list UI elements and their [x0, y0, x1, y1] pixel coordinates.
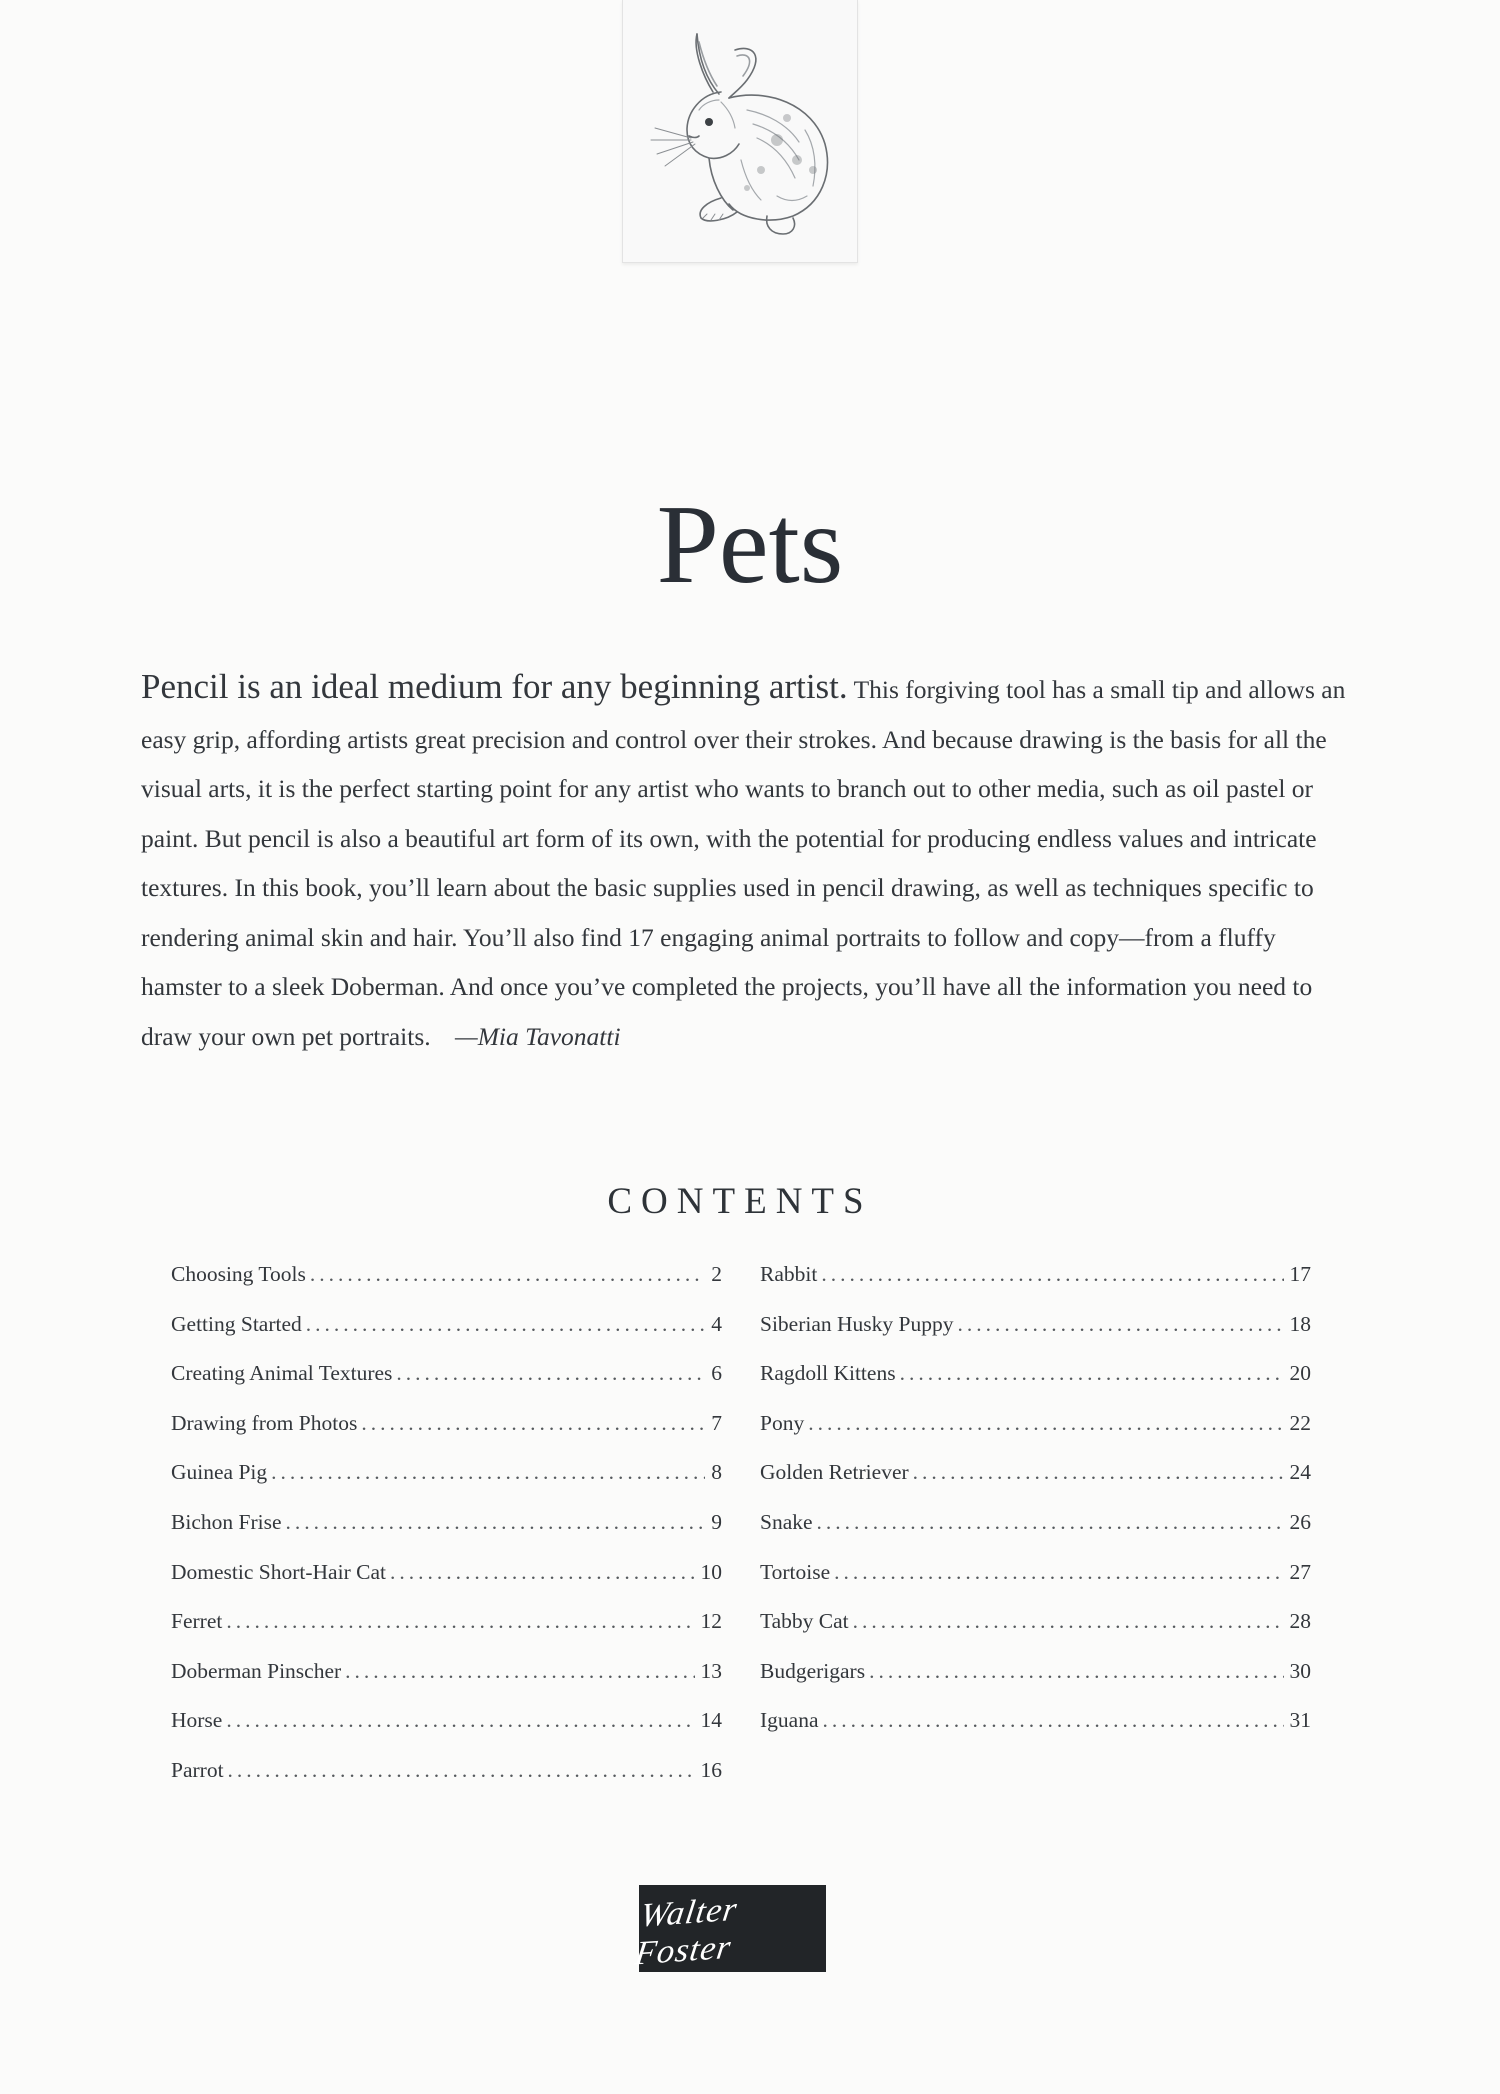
- toc-left-column: [171, 1262, 722, 1808]
- toc-entry: [760, 1460, 1311, 1510]
- toc-entry: [171, 1262, 722, 1312]
- toc-entry-title: Tortoise: [760, 1559, 831, 1584]
- toc-entry-title: Guinea Pig: [171, 1460, 268, 1485]
- toc-page-number: 22: [1289, 1410, 1311, 1435]
- toc-leader-dots: [817, 1510, 1284, 1535]
- toc-leader-dots: [900, 1361, 1284, 1386]
- toc-page-number: 24: [1289, 1460, 1311, 1485]
- toc-page-number: 6: [711, 1361, 722, 1386]
- toc-page-number: 17: [1289, 1262, 1311, 1286]
- toc-leader-dots: [821, 1262, 1283, 1287]
- toc-page-number: 10: [700, 1559, 722, 1584]
- toc-page-number: 20: [1289, 1361, 1311, 1386]
- toc-page-number: 27: [1289, 1559, 1311, 1584]
- intro-body: This forgiving tool has a small tip and allows an easy grip, affording artists great precision and control over their strokes. And because drawing is the basis for all the visual arts, it is the perfect starting point for any artist who wants to branch out to other media, such as oil pastel or paint. But pencil is also a beautiful art form of its own, with the potential for producing endless values and intricate textures. In this book, you’ll learn about the basic supplies used in pencil drawing, as well as techniques specific to rendering animal skin and hair. You’ll also find 17 engaging animal portraits to follow and copy—from a fluffy hamster to a sleek Doberman. And once you’ve completed the projects, you’ll have all the information you need to draw your own pet portraits.: [141, 675, 1346, 1051]
- toc-leader-dots: [808, 1411, 1283, 1436]
- toc-page-number: 7: [711, 1410, 722, 1435]
- toc-leader-dots: [390, 1560, 695, 1585]
- toc-entry-title: Siberian Husky Puppy: [760, 1311, 954, 1336]
- toc-entry-title: Budgerigars: [760, 1658, 866, 1683]
- toc-entry-title: Drawing from Photos: [171, 1410, 358, 1435]
- toc-page-number: 30: [1289, 1658, 1311, 1683]
- toc-leader-dots: [869, 1659, 1283, 1684]
- toc-leader-dots: [396, 1361, 705, 1386]
- toc-right-column: [760, 1262, 1311, 1758]
- toc-entry: [760, 1312, 1311, 1362]
- toc-entry: [171, 1312, 722, 1362]
- toc-entry-title: Bichon Frise: [171, 1509, 282, 1534]
- toc-entry-title: Domestic Short-Hair Cat: [171, 1559, 386, 1584]
- toc-entry-title: Ragdoll Kittens: [760, 1361, 896, 1386]
- toc-page-number: 13: [700, 1658, 722, 1683]
- toc-page-number: 9: [711, 1509, 722, 1534]
- toc-entry: [760, 1411, 1311, 1461]
- toc-leader-dots: [226, 1708, 694, 1733]
- toc-entry: [171, 1659, 722, 1709]
- toc-leader-dots: [958, 1312, 1284, 1337]
- toc-entry-title: Snake: [760, 1509, 813, 1534]
- toc-entry: [760, 1708, 1311, 1758]
- toc-page-number: 26: [1289, 1509, 1311, 1534]
- toc-entry-title: Horse: [171, 1708, 223, 1733]
- toc-entry: [760, 1361, 1311, 1411]
- toc-entry: [760, 1659, 1311, 1709]
- toc-entry-title: Creating Animal Textures: [171, 1361, 393, 1386]
- toc-entry: [171, 1609, 722, 1659]
- toc-leader-dots: [228, 1758, 695, 1783]
- toc-entry-title: Doberman Pinscher: [171, 1658, 342, 1683]
- toc-entry: [171, 1460, 722, 1510]
- toc-entry-title: Parrot: [171, 1757, 224, 1782]
- toc-leader-dots: [345, 1659, 694, 1684]
- toc-entry: [171, 1510, 722, 1560]
- rabbit-illustration: [622, 0, 858, 263]
- toc-entry-title: Choosing Tools: [171, 1262, 306, 1286]
- toc-leader-dots: [913, 1460, 1284, 1485]
- toc-page-number: 31: [1289, 1708, 1311, 1733]
- toc-entry: [171, 1758, 722, 1808]
- toc-entry-title: Rabbit: [760, 1262, 818, 1286]
- toc-entry-title: Pony: [760, 1410, 805, 1435]
- toc-page-number: 14: [700, 1708, 722, 1733]
- toc-leader-dots: [853, 1609, 1284, 1634]
- toc-entry-title: Iguana: [760, 1708, 819, 1733]
- toc-leader-dots: [310, 1262, 705, 1287]
- toc-page-number: 8: [711, 1460, 722, 1485]
- toc-page-number: 28: [1289, 1609, 1311, 1634]
- toc-leader-dots: [306, 1312, 705, 1337]
- toc-leader-dots: [834, 1560, 1283, 1585]
- toc-entry: [171, 1411, 722, 1461]
- toc-entry: [760, 1560, 1311, 1610]
- contents-heading: CONTENTS: [607, 1181, 873, 1222]
- toc-entry: [760, 1609, 1311, 1659]
- toc-page-number: 2: [711, 1262, 722, 1286]
- toc-entry-title: Ferret: [171, 1609, 223, 1634]
- intro-lead: Pencil is an ideal medium for any beginning artist.: [141, 667, 848, 706]
- intro-author: —Mia Tavonatti: [455, 1021, 621, 1051]
- toc-page-number: 18: [1289, 1311, 1311, 1336]
- toc-leader-dots: [361, 1411, 705, 1436]
- toc-page-number: 12: [700, 1609, 722, 1634]
- toc-entry: [760, 1262, 1311, 1312]
- toc-page-number: 4: [711, 1311, 722, 1336]
- toc-entry-title: Tabby Cat: [760, 1609, 849, 1634]
- publisher-logo: [632, 1885, 826, 1972]
- toc-entry-title: Golden Retriever: [760, 1460, 909, 1485]
- rabbit-sketch-icon: [637, 20, 843, 250]
- toc-entry: [171, 1361, 722, 1411]
- toc-entry-title: Getting Started: [171, 1311, 302, 1336]
- toc-entry: [171, 1708, 722, 1758]
- toc-leader-dots: [285, 1510, 705, 1535]
- intro-paragraph: [141, 662, 1361, 1061]
- toc-entry: [171, 1560, 722, 1610]
- toc-leader-dots: [226, 1609, 694, 1634]
- page-title: Pets: [656, 483, 844, 607]
- publisher-logo-text: Walter Foster: [632, 1890, 740, 1972]
- toc-page-number: 16: [700, 1757, 722, 1782]
- toc-leader-dots: [823, 1708, 1284, 1733]
- toc-entry: [760, 1510, 1311, 1560]
- toc-leader-dots: [271, 1460, 705, 1485]
